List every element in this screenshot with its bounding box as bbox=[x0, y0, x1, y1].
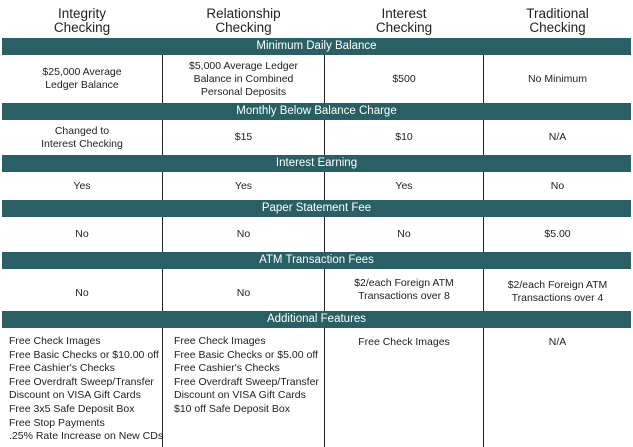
features-list-integrity bbox=[9, 335, 163, 444]
section-bar-paper-statement-fee: Paper Statement Fee bbox=[2, 200, 631, 217]
below-balance-integrity bbox=[2, 120, 162, 155]
min-balance-relationship bbox=[163, 55, 324, 103]
atm-fee-interest bbox=[325, 269, 483, 311]
min-balance-integrity bbox=[2, 55, 162, 103]
feature-item: Free Overdraft Sweep/Transfer bbox=[174, 375, 319, 388]
cell-line: Ledger Balance bbox=[45, 79, 119, 91]
paper-fee-integrity: No bbox=[75, 228, 89, 240]
section-bar-atm-transaction-fees: ATM Transaction Fees bbox=[2, 252, 631, 269]
below-balance-interest: $10 bbox=[395, 131, 413, 143]
paper-fee-relationship: No bbox=[236, 228, 251, 240]
cell-line: $2/each Foreign ATM bbox=[507, 279, 608, 291]
feature-item: Free Check Images bbox=[174, 335, 266, 347]
section-bar-interest-earning: Interest Earning bbox=[2, 155, 631, 172]
min-balance-interest: $500 bbox=[392, 72, 416, 85]
section-bar-monthly-below-balance-charge: Monthly Below Balance Charge bbox=[2, 103, 631, 120]
feature-item: Free 3x5 Safe Deposit Box bbox=[9, 402, 135, 415]
header-line: Checking bbox=[215, 20, 272, 35]
cell-line: Transactions over 8 bbox=[358, 290, 450, 302]
below-balance-relationship: $15 bbox=[234, 131, 253, 143]
cell-line: Balance in Combined bbox=[193, 72, 294, 85]
features-traditional: N/A bbox=[548, 335, 567, 348]
paper-fee-traditional: $5.00 bbox=[544, 228, 571, 240]
cell-line: Interest Checking bbox=[41, 137, 123, 150]
header-line: Integrity bbox=[57, 6, 107, 21]
features-list-relationship bbox=[174, 335, 319, 417]
column-header-relationship bbox=[163, 4, 324, 38]
column-header-interest bbox=[325, 4, 483, 38]
min-balance-traditional: No Minimum bbox=[528, 72, 587, 85]
cell-line: $2/each Foreign ATM bbox=[354, 277, 454, 289]
feature-item: Free Basic Checks or $10.00 off bbox=[9, 348, 159, 361]
cell-line: Changed to bbox=[54, 124, 110, 137]
header-line: Checking bbox=[53, 20, 111, 35]
feature-item: $10 off Safe Deposit Box bbox=[174, 402, 290, 415]
header-line: Relationship bbox=[206, 6, 281, 21]
features-interest: Free Check Images bbox=[358, 335, 450, 348]
cell-line: $25,000 Average bbox=[42, 66, 122, 78]
cell-line: Personal Deposits bbox=[200, 85, 287, 98]
cell-line: $5,000 Average Ledger bbox=[189, 59, 298, 72]
feature-item: Free Stop Payments bbox=[9, 416, 105, 429]
feature-item: Discount on VISA Gift Cards bbox=[9, 389, 141, 402]
column-header-integrity bbox=[2, 4, 162, 38]
below-balance-traditional: N/A bbox=[548, 131, 567, 143]
feature-item: Discount on VISA Gift Cards bbox=[174, 389, 306, 402]
feature-item: Free Cashier's Checks bbox=[174, 362, 280, 375]
interest-earning-integrity: Yes bbox=[73, 179, 91, 192]
feature-item: Free Overdraft Sweep/Transfer bbox=[9, 375, 154, 388]
section-bar-minimum-daily-balance: Minimum Daily Balance bbox=[2, 38, 631, 55]
header-line: Checking bbox=[529, 20, 586, 35]
feature-item: Free Cashier's Checks bbox=[9, 362, 115, 375]
header-line: Checking bbox=[375, 20, 433, 35]
atm-fee-integrity: No bbox=[75, 286, 89, 299]
paper-fee-interest: No bbox=[397, 228, 411, 240]
column-header-traditional bbox=[484, 4, 631, 38]
feature-item: .25% Rate Increase on New CDs bbox=[9, 430, 164, 443]
interest-earning-interest: Yes bbox=[395, 179, 413, 192]
feature-item: Free Basic Checks or $5.00 off bbox=[174, 348, 318, 361]
interest-earning-traditional: No bbox=[550, 179, 565, 192]
interest-earning-relationship: Yes bbox=[234, 179, 253, 192]
cell-line: Transactions over 4 bbox=[511, 292, 604, 304]
atm-fee-traditional bbox=[484, 269, 631, 311]
feature-item: Free Check Images bbox=[9, 335, 101, 347]
section-bar-additional-features: Additional Features bbox=[2, 311, 631, 328]
header-line: Traditional bbox=[526, 6, 589, 21]
header-line: Interest bbox=[381, 6, 427, 21]
atm-fee-relationship: No bbox=[236, 286, 251, 299]
